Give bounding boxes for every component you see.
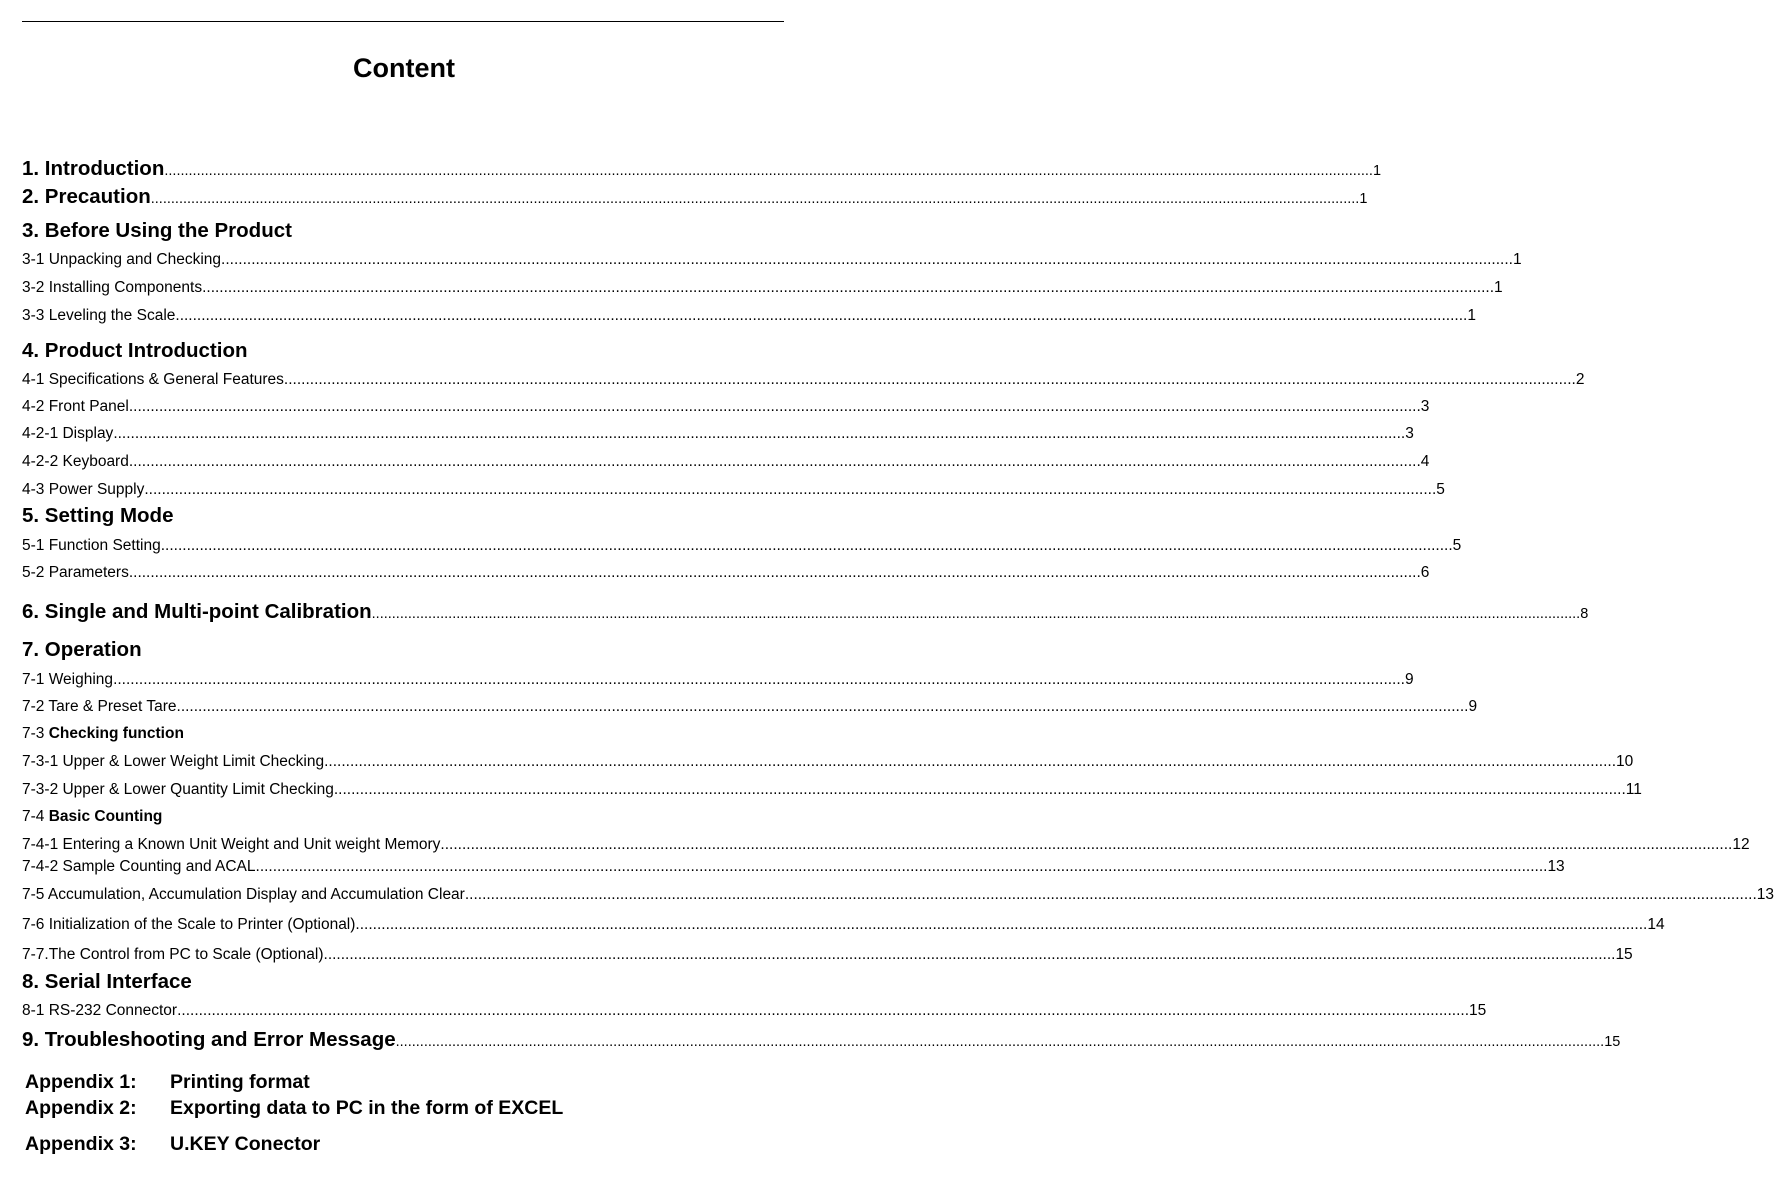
toc-entry-label: 3-1 Unpacking and Checking — [22, 251, 222, 268]
toc-heading[interactable] — [22, 338, 722, 364]
appendix-title: Exporting data to PC in the form of EXCEL — [170, 1097, 564, 1119]
dot-leader: ............................................................................................................................................................................................................................................................................................................ — [128, 564, 1421, 581]
toc-entry-page: 9 — [1468, 698, 1478, 715]
toc-subheading[interactable] — [22, 807, 722, 827]
toc-entry-page: 5 — [1436, 481, 1445, 498]
dot-leader: ............................................................................................................................................................................................................................................................................................................ — [144, 481, 1437, 498]
toc-entry-label: 4-2-1 Display — [22, 425, 114, 442]
toc-entry-page: 1 — [1467, 307, 1476, 324]
toc-entry-label: 3-2 Installing Components — [22, 279, 203, 296]
dot-leader: ............................................................................................................................................................................................................................................................................................................ — [283, 371, 1576, 388]
dot-leader: ............................................................................................................................................................................................................................................................................................................ — [128, 453, 1421, 470]
toc-entry-label: 7-4-1 Entering a Known Unit Weight and Unit weight Memory — [22, 836, 441, 853]
toc-entry-page: 1 — [1359, 191, 1368, 207]
toc-entry-page: 3 — [1405, 425, 1414, 442]
toc-entry-label: 7-4-2 Sample Counting and ACAL — [22, 858, 256, 875]
toc-entry-page: 11 — [1625, 781, 1642, 798]
dot-leader: ............................................................................................................................................................................................................................................................................................................ — [164, 163, 1373, 179]
dot-leader: ............................................................................................................................................................................................................................................................................................................ — [160, 537, 1453, 554]
toc-subheading[interactable] — [22, 724, 722, 744]
toc-entry[interactable] — [22, 156, 1382, 184]
dot-leader: ............................................................................................................................................................................................................................................................................................................ — [255, 858, 1548, 875]
toc-entry-page: 13 — [1547, 858, 1565, 875]
toc-entry[interactable] — [22, 835, 1750, 855]
dot-leader: ............................................................................................................................................................................................................................................................................................................ — [440, 836, 1733, 853]
toc-entry-page: 9 — [1404, 671, 1414, 688]
toc-entry[interactable] — [22, 563, 1430, 583]
toc-entry-page: 3 — [1420, 398, 1430, 415]
appendix-label: Appendix 2: — [25, 1097, 137, 1119]
toc-entry-label: 8-1 RS-232 Connector — [22, 1002, 178, 1019]
top-rule — [22, 21, 784, 22]
toc-entry-label-bold: Basic Counting — [48, 808, 163, 825]
toc-entry[interactable] — [22, 370, 1585, 390]
toc-entry[interactable] — [22, 306, 1476, 326]
appendix-title: U.KEY Conector — [170, 1133, 321, 1155]
toc-entry-page: 6 — [1420, 564, 1430, 581]
toc-heading[interactable] — [22, 637, 722, 663]
toc-entry-page: 8 — [1580, 606, 1589, 622]
toc-entry[interactable] — [22, 599, 1589, 627]
toc-entry-label: 6. Single and Multi-point Calibration — [22, 600, 372, 623]
toc-entry[interactable] — [22, 452, 1430, 472]
toc-entry-page: 15 — [1604, 1034, 1621, 1050]
dot-leader: ............................................................................................................................................................................................................................................................................................................ — [355, 916, 1648, 933]
toc-heading[interactable] — [22, 218, 722, 244]
toc-entry[interactable] — [22, 1001, 1487, 1021]
toc-entry[interactable] — [22, 397, 1430, 417]
dot-leader: ............................................................................................................................................................................................................................................................................................................ — [371, 606, 1581, 622]
toc-entry-label: 3-3 Leveling the Scale — [22, 307, 176, 324]
toc-entry[interactable] — [22, 752, 1634, 772]
dot-leader: ............................................................................................................................................................................................................................................................................................................ — [176, 698, 1469, 715]
toc-entry-label-prefix: 7-4 — [22, 808, 49, 825]
dot-leader: ............................................................................................................................................................................................................................................................................................................ — [177, 1002, 1470, 1019]
toc-entry-page: 14 — [1647, 916, 1665, 933]
toc-entry[interactable] — [22, 670, 1414, 690]
toc-entry[interactable] — [22, 480, 1445, 500]
toc-entry-label: 7-5 Accumulation, Accumulation Display and Accumulation Clear — [22, 886, 465, 903]
toc-entry-label: 5-1 Function Setting — [22, 537, 161, 554]
dot-leader: ............................................................................................................................................................................................................................................................................................................ — [113, 671, 1405, 688]
toc-entry[interactable] — [22, 857, 1565, 877]
toc-entry-label-prefix: 7-3 — [22, 725, 49, 742]
toc-entry-label: 4-2 Front Panel — [22, 398, 129, 415]
toc-entry-label: 7-1 Weighing — [22, 671, 114, 688]
toc-entry-page: 10 — [1616, 753, 1634, 770]
appendix-entry[interactable] — [25, 1095, 563, 1121]
toc-entry[interactable] — [22, 184, 1368, 212]
dot-leader: ............................................................................................................................................................................................................................................................................................................ — [128, 398, 1421, 415]
appendix-label: Appendix 1: — [25, 1071, 137, 1093]
dot-leader: ............................................................................................................................................................................................................................................................................................................ — [323, 946, 1616, 963]
toc-entry-label: 1. Introduction — [22, 157, 165, 180]
toc-entry-page: 13 — [1756, 886, 1774, 903]
toc-entry-label: 7-3-2 Upper & Lower Quantity Limit Checking — [22, 781, 334, 798]
toc-entry-page: 1 — [1512, 251, 1522, 268]
dot-leader: ............................................................................................................................................................................................................................................................................................................ — [150, 191, 1360, 207]
toc-entry-label: 7-3-1 Upper & Lower Weight Limit Checking — [22, 753, 325, 770]
dot-leader: ............................................................................................................................................................................................................................................................................................................ — [333, 781, 1626, 798]
toc-entry-page: 2 — [1575, 371, 1585, 388]
toc-entry-label: 9. Troubleshooting and Error Message — [22, 1028, 396, 1051]
toc-entry-label: 5. Setting Mode — [22, 504, 174, 527]
dot-leader: ............................................................................................................................................................................................................................................................................................................ — [175, 307, 1468, 324]
toc-entry-page: 4 — [1420, 453, 1430, 470]
toc-entry[interactable] — [22, 780, 1642, 800]
appendix-label: Appendix 3: — [25, 1133, 137, 1155]
dot-leader: ............................................................................................................................................................................................................................................................................................................ — [464, 886, 1757, 903]
toc-heading[interactable] — [22, 503, 722, 529]
toc-entry-label: 2. Precaution — [22, 185, 151, 208]
toc-entry-label-bold: Checking function — [48, 725, 184, 742]
toc-entry-page: 1 — [1494, 279, 1503, 296]
dot-leader: ............................................................................................................................................................................................................................................................................................................ — [221, 251, 1513, 268]
toc-entry[interactable] — [22, 697, 1478, 717]
toc-entry[interactable] — [22, 536, 1462, 556]
toc-entry-label: 8. Serial Interface — [22, 970, 192, 993]
toc-entry-label: 7-6 Initialization of the Scale to Printer (Optional) — [22, 916, 356, 933]
toc-entry-page: 12 — [1732, 836, 1750, 853]
toc-entry-page: 5 — [1452, 537, 1462, 554]
toc-entry-label: 3. Before Using the Product — [22, 219, 292, 242]
toc-entry-page: 15 — [1615, 946, 1633, 963]
toc-entry[interactable] — [22, 945, 1633, 965]
appendix-entry[interactable] — [25, 1069, 310, 1095]
toc-entry-label: 7-7.The Control from PC to Scale (Optional) — [22, 946, 324, 963]
dot-leader: ............................................................................................................................................................................................................................................................................................................ — [202, 279, 1494, 296]
dot-leader: ............................................................................................................................................................................................................................................................................................................ — [113, 425, 1406, 442]
dot-leader: ............................................................................................................................................................................................................................................................................................................ — [324, 753, 1617, 770]
toc-entry-label: 7-2 Tare & Preset Tare — [22, 698, 177, 715]
toc-heading[interactable] — [22, 969, 722, 995]
toc-entry-label: 4-1 Specifications & General Features — [22, 371, 284, 388]
page-title: Content — [353, 53, 455, 83]
toc-entry-label: 4-2-2 Keyboard — [22, 453, 129, 470]
toc-entry[interactable] — [22, 250, 1522, 270]
toc-entry[interactable] — [22, 278, 1503, 298]
appendix-entry[interactable] — [25, 1131, 320, 1157]
toc-entry[interactable] — [22, 885, 1774, 905]
toc-entry[interactable] — [22, 915, 1665, 935]
toc-entry-label: 4-3 Power Supply — [22, 481, 145, 498]
toc-entry[interactable] — [22, 424, 1414, 444]
appendix-title: Printing format — [170, 1071, 310, 1093]
toc-entry[interactable] — [22, 1027, 1621, 1055]
toc-entry-label: 5-2 Parameters — [22, 564, 129, 581]
toc-entry-page: 1 — [1372, 163, 1382, 179]
dot-leader: ............................................................................................................................................................................................................................................................................................................ — [395, 1034, 1605, 1050]
toc-entry-label: 4. Product Introduction — [22, 339, 248, 362]
toc-entry-page: 15 — [1469, 1002, 1487, 1019]
toc-entry-label: 7. Operation — [22, 638, 142, 661]
